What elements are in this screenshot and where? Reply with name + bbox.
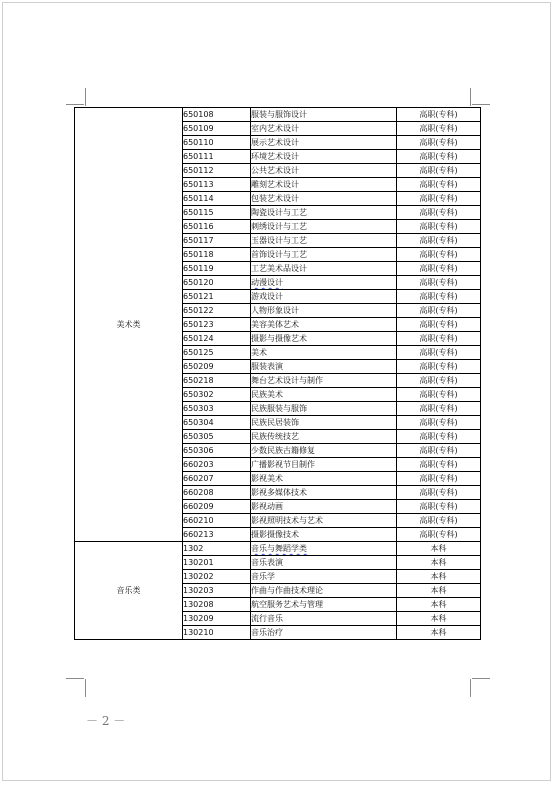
crop-mark-top-right-h xyxy=(472,104,490,105)
education-level-cell: 高职(专科) xyxy=(397,220,481,234)
major-code-cell: 130209 xyxy=(183,612,251,626)
major-code-cell: 130202 xyxy=(183,570,251,584)
major-name-cell xyxy=(251,318,397,332)
education-level-cell: 高职(专科) xyxy=(397,514,481,528)
major-name-cell xyxy=(251,500,397,514)
major-name-cell xyxy=(251,206,397,220)
major-name-text: 公共艺术设计 xyxy=(251,166,299,175)
major-code-cell: 660208 xyxy=(183,486,251,500)
education-level-cell: 高职(专科) xyxy=(397,318,481,332)
major-name-cell xyxy=(251,248,397,262)
major-name-cell xyxy=(251,150,397,164)
major-name-text: 刺绣设计与工艺 xyxy=(251,222,307,231)
education-level-cell: 高职(专科) xyxy=(397,234,481,248)
major-name-cell xyxy=(251,360,397,374)
education-level-cell: 高职(专科) xyxy=(397,500,481,514)
major-name-text: 民族民居装饰 xyxy=(251,418,299,427)
major-name-text: 美术 xyxy=(251,348,267,357)
education-level-cell: 高职(专科) xyxy=(397,276,481,290)
major-code-cell: 660207 xyxy=(183,472,251,486)
major-code-cell: 650115 xyxy=(183,206,251,220)
education-level-cell: 本科 xyxy=(397,542,481,556)
major-code-cell: 650124 xyxy=(183,332,251,346)
major-code-cell: 660210 xyxy=(183,514,251,528)
major-code-cell: 650116 xyxy=(183,220,251,234)
major-name-cell xyxy=(251,374,397,388)
major-name-cell xyxy=(251,458,397,472)
major-name-text: 环境艺术设计 xyxy=(251,152,299,161)
major-name-cell xyxy=(251,346,397,360)
major-name-cell xyxy=(251,290,397,304)
education-level-cell: 本科 xyxy=(397,556,481,570)
major-name-cell xyxy=(251,598,397,612)
crop-mark-bottom-left-h xyxy=(66,678,84,679)
major-name-text: 人物形象设计 xyxy=(251,306,299,315)
major-name-text: 航空服务艺术与管理 xyxy=(251,600,323,609)
major-table xyxy=(74,107,481,640)
major-name-text: 音乐与舞蹈学类 xyxy=(251,544,307,553)
major-name-cell xyxy=(251,612,397,626)
major-name-text: 包装艺术设计 xyxy=(251,194,299,203)
major-name-cell xyxy=(251,164,397,178)
major-code-cell: 650209 xyxy=(183,360,251,374)
major-code-cell: 650303 xyxy=(183,402,251,416)
education-level-cell: 高职(专科) xyxy=(397,430,481,444)
education-level-cell: 高职(专科) xyxy=(397,108,481,122)
education-level-cell: 高职(专科) xyxy=(397,346,481,360)
major-name-text: 流行音乐 xyxy=(251,614,283,623)
major-name-text: 服装表演 xyxy=(251,362,283,371)
major-name-text: 作曲与作曲技术理论 xyxy=(251,586,323,595)
major-code-cell: 650121 xyxy=(183,290,251,304)
major-code-cell: 650302 xyxy=(183,388,251,402)
education-level-cell: 高职(专科) xyxy=(397,290,481,304)
major-name-cell xyxy=(251,570,397,584)
education-level-cell: 本科 xyxy=(397,626,481,640)
education-level-cell: 高职(专科) xyxy=(397,206,481,220)
education-level-cell: 高职(专科) xyxy=(397,164,481,178)
category-cell: 音乐类 xyxy=(75,542,183,640)
major-name-cell xyxy=(251,416,397,430)
major-name-cell xyxy=(251,262,397,276)
major-name-text: 雕刻艺术设计 xyxy=(251,180,299,189)
education-level-cell: 高职(专科) xyxy=(397,122,481,136)
major-code-cell: 130208 xyxy=(183,598,251,612)
major-code-cell: 650112 xyxy=(183,164,251,178)
major-name-cell xyxy=(251,178,397,192)
major-name-text: 服装与服饰设计 xyxy=(251,110,307,119)
major-code-cell: 1302 xyxy=(183,542,251,556)
education-level-cell: 高职(专科) xyxy=(397,472,481,486)
major-name-cell xyxy=(251,108,397,122)
education-level-cell: 高职(专科) xyxy=(397,304,481,318)
education-level-cell: 高职(专科) xyxy=(397,248,481,262)
major-name-cell xyxy=(251,220,397,234)
major-name-cell xyxy=(251,234,397,248)
major-name-text: 陶瓷设计与工艺 xyxy=(251,208,307,217)
major-name-text: 民族传统技艺 xyxy=(251,432,299,441)
education-level-cell: 本科 xyxy=(397,584,481,598)
major-name-text: 民族美术 xyxy=(251,390,283,399)
major-name-cell xyxy=(251,556,397,570)
major-code-cell: 650304 xyxy=(183,416,251,430)
major-code-cell: 650113 xyxy=(183,178,251,192)
major-code-cell: 650123 xyxy=(183,318,251,332)
education-level-cell: 高职(专科) xyxy=(397,528,481,542)
major-name-cell xyxy=(251,584,397,598)
major-code-cell: 130210 xyxy=(183,626,251,640)
major-name-text: 室内艺术设计 xyxy=(251,124,299,133)
major-code-cell: 650117 xyxy=(183,234,251,248)
major-name-text: 摄影与摄像艺术 xyxy=(251,334,307,343)
major-name-text: 音乐表演 xyxy=(251,558,283,567)
major-code-cell: 650305 xyxy=(183,430,251,444)
major-name-cell xyxy=(251,626,397,640)
crop-mark-top-right-v xyxy=(470,88,471,106)
major-name-text: 首饰设计与工艺 xyxy=(251,250,307,259)
major-name-text: 影视美术 xyxy=(251,474,283,483)
major-name-cell xyxy=(251,388,397,402)
major-name-text: 游戏设计 xyxy=(251,292,283,301)
major-name-cell xyxy=(251,332,397,346)
major-code-cell: 660213 xyxy=(183,528,251,542)
major-code-cell: 650108 xyxy=(183,108,251,122)
major-name-text: 音乐治疗 xyxy=(251,628,283,637)
table-row xyxy=(75,542,481,556)
major-name-text: 影视多媒体技术 xyxy=(251,488,307,497)
major-name-cell xyxy=(251,122,397,136)
major-name-text: 工艺美术品设计 xyxy=(251,264,307,273)
education-level-cell: 高职(专科) xyxy=(397,262,481,276)
education-level-cell: 本科 xyxy=(397,570,481,584)
education-level-cell: 高职(专科) xyxy=(397,486,481,500)
education-level-cell: 高职(专科) xyxy=(397,150,481,164)
major-code-cell: 650119 xyxy=(183,262,251,276)
major-code-cell: 650118 xyxy=(183,248,251,262)
page-number: － 2 － xyxy=(86,714,126,728)
major-code-cell: 650218 xyxy=(183,374,251,388)
major-name-cell xyxy=(251,430,397,444)
table-row xyxy=(75,108,481,122)
major-name-cell xyxy=(251,542,397,556)
major-name-cell xyxy=(251,402,397,416)
major-name-text: 影视动画 xyxy=(251,502,283,511)
education-level-cell: 本科 xyxy=(397,598,481,612)
major-name-text: 美容美体艺术 xyxy=(251,320,299,329)
major-code-cell: 650120 xyxy=(183,276,251,290)
major-code-cell: 660203 xyxy=(183,458,251,472)
crop-mark-top-left-h xyxy=(66,104,84,105)
education-level-cell: 高职(专科) xyxy=(397,416,481,430)
major-name-cell xyxy=(251,136,397,150)
major-name-text: 少数民族古籍修复 xyxy=(251,446,315,455)
major-name-text: 玉器设计与工艺 xyxy=(251,236,307,245)
major-name-text: 摄影摄像技术 xyxy=(251,530,299,539)
education-level-cell: 高职(专科) xyxy=(397,374,481,388)
major-name-cell xyxy=(251,276,397,290)
education-level-cell: 高职(专科) xyxy=(397,192,481,206)
education-level-cell: 高职(专科) xyxy=(397,444,481,458)
major-code-cell: 650109 xyxy=(183,122,251,136)
major-name-cell xyxy=(251,514,397,528)
major-name-cell xyxy=(251,486,397,500)
major-name-text: 舞台艺术设计与制作 xyxy=(251,376,323,385)
crop-mark-bottom-left-v xyxy=(85,679,86,697)
major-code-cell: 130201 xyxy=(183,556,251,570)
major-code-cell: 650114 xyxy=(183,192,251,206)
major-code-cell: 650125 xyxy=(183,346,251,360)
major-name-cell xyxy=(251,444,397,458)
major-name-text: 影视照明技术与艺术 xyxy=(251,516,323,525)
education-level-cell: 高职(专科) xyxy=(397,388,481,402)
education-level-cell: 高职(专科) xyxy=(397,332,481,346)
major-code-cell: 650306 xyxy=(183,444,251,458)
major-code-cell: 660209 xyxy=(183,500,251,514)
education-level-cell: 本科 xyxy=(397,612,481,626)
major-name-cell xyxy=(251,472,397,486)
category-cell: 美术类 xyxy=(75,108,183,542)
major-name-cell xyxy=(251,528,397,542)
major-code-cell: 650110 xyxy=(183,136,251,150)
major-code-cell: 650111 xyxy=(183,150,251,164)
education-level-cell: 高职(专科) xyxy=(397,360,481,374)
major-table-body xyxy=(75,108,481,640)
major-name-text: 广播影视节目制作 xyxy=(251,460,315,469)
major-name-text: 展示艺术设计 xyxy=(251,138,299,147)
education-level-cell: 高职(专科) xyxy=(397,136,481,150)
major-name-text: 音乐学 xyxy=(251,572,275,581)
major-name-text: 动漫设计 xyxy=(251,278,283,287)
education-level-cell: 高职(专科) xyxy=(397,178,481,192)
education-level-cell: 高职(专科) xyxy=(397,458,481,472)
major-code-cell: 130203 xyxy=(183,584,251,598)
crop-mark-bottom-right-v xyxy=(470,679,471,697)
major-name-cell xyxy=(251,192,397,206)
crop-mark-top-left-v xyxy=(85,88,86,106)
education-level-cell: 高职(专科) xyxy=(397,402,481,416)
major-code-cell: 650122 xyxy=(183,304,251,318)
major-name-cell xyxy=(251,304,397,318)
crop-mark-bottom-right-h xyxy=(472,678,490,679)
major-name-text: 民族服装与服饰 xyxy=(251,404,307,413)
